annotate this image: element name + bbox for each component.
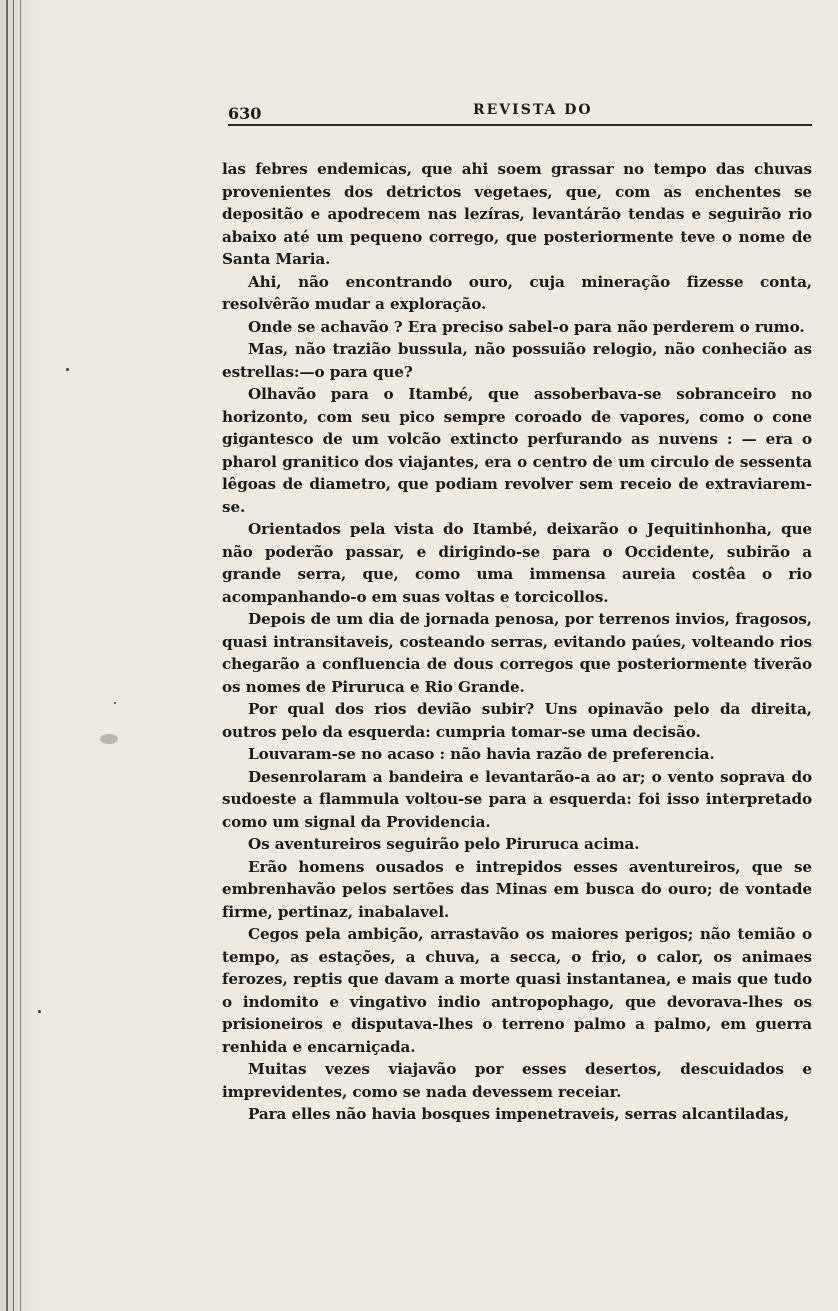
paragraph: Orientados pela vista do Itambé, deixarão o Jequitinhonha, que não poderão passar, e dirigindo-se para o Occidente, subirão a grande serra, que, como uma immensa aureia costêa o rio acompanhando-o em suas voltas e torcicollos. [222, 520, 812, 606]
page-number: 630 [228, 104, 262, 123]
paragraph: Por qual dos rios devião subir? Uns opinavão pelo da direita, outros pelo da esquerda: cumpria tomar-se uma decisão. [222, 700, 812, 741]
paragraph: Muitas vezes viajavão por esses desertos, descuidados e imprevidentes, como se nada devessem receiar. [222, 1060, 812, 1101]
binding-edge [0, 0, 44, 1311]
paragraph: Cegos pela ambição, arrastavão os maiores perigos; não temião o tempo, as estações, a chuva, a secca, o frio, o calor, os animaes ferozes, reptis que davam a morte quasi instantanea, e mais que tudo o indomito e vingativo indio antropophago, que devorava-lhes os prisioneiros e disputava-lhes o terreno palmo a palmo, em guerra renhida e encarniçada. [222, 925, 812, 1056]
paragraph: Erão homens ousados e intrepidos esses aventureiros, que se embrenhavão pelos sertões das Minas em busca do ouro; de vontade firme, pertinaz, inabalavel. [222, 857, 812, 921]
paragraph: Para elles não havia bosques impenetraveis, serras alcantiladas, [248, 1105, 790, 1123]
page-header [228, 98, 812, 126]
body-text [222, 158, 812, 1126]
paragraph: Depois de um dia de jornada penosa, por terrenos invios, fragosos, quasi intransitaveis, costeando serras, evitando paúes, volteando rios chegarão a confluencia de dous corregos que posteriormente tiverão os nomes de Piruruca e Rio Grande. [222, 610, 812, 696]
paragraph: Louvaram-se no acaso : não havia razão de preferencia. [248, 745, 715, 763]
paragraph: Desenrolaram a bandeira e levantarão-a ao ar; o vento soprava do sudoeste a flammula voltou-se para a esquerda: foi isso interpretado como um signal da Providencia. [222, 767, 812, 831]
paragraph: Olhavão para o Itambé, que assoberbava-se sobranceiro no horizonto, com seu pico sempre coroado de vapores, como o cone gigantesco de um volcão extincto perfurando as nuvens : — era o pharol granitico dos viajantes, era o centro de um circulo de sessenta lêgoas de diametro, que podiam revolver sem receio de extraviarem-se. [222, 385, 812, 516]
paragraph: Mas, não trazião bussula, não possuião relogio, não conhecião as estrellas:—o para que? [222, 340, 812, 381]
paragraph: Os aventureiros seguirão pelo Piruruca acima. [248, 835, 640, 853]
running-head: REVISTA DO [473, 102, 593, 118]
paragraph: Onde se achavão ? Era preciso sabel-o para não perderem o rumo. [248, 317, 805, 336]
paragraph: las febres endemicas, que ahi soem grassar no tempo das chuvas provenientes dos detrictos vegetaes, que, com as enchentes se depositão e apodrecem nas lezíras, levantárão tendas e seguirão rio abaixo até um pequeno corrego, que posteriormente teve o nome de Santa Maria. [222, 160, 812, 268]
paragraph: Ahi, não encontrando ouro, cuja mineração fizesse conta, resolvêrão mudar a exploração. [222, 272, 812, 313]
header-rule [228, 124, 812, 126]
